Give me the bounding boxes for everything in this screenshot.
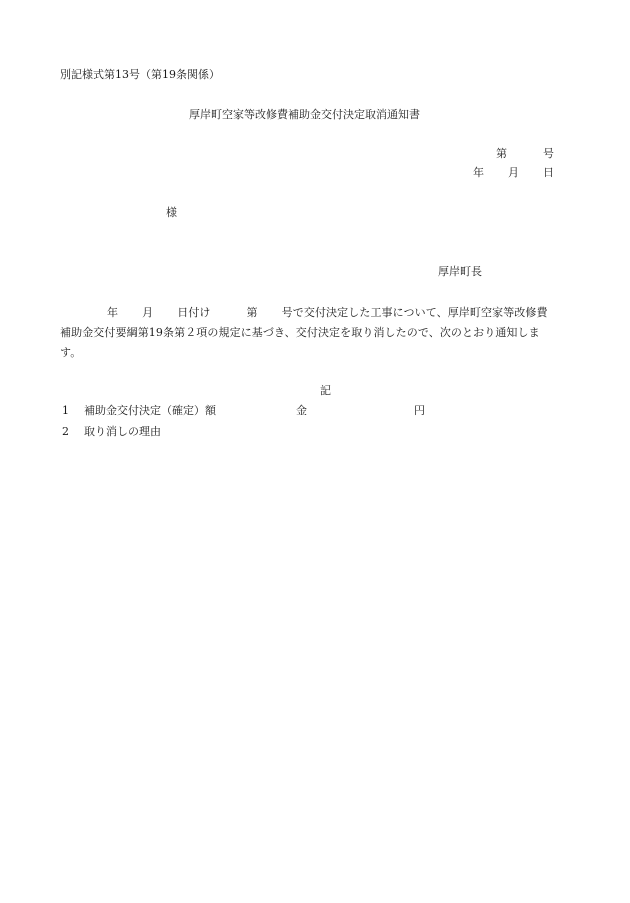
body-line-3: す。 <box>60 346 82 359</box>
item-1-label: 補助金交付決定（確定）額 <box>84 404 216 417</box>
item-2-number: 2 <box>62 425 69 438</box>
body-rest-line-1: 号で交付決定した工事について、厚岸町空家等改修費 <box>281 306 548 319</box>
item-1-kin: 金 <box>296 404 307 417</box>
item-1 <box>62 404 216 418</box>
ki-heading: 記 <box>320 384 331 397</box>
body-month: 月 <box>142 306 154 319</box>
date-year: 年 <box>473 166 484 179</box>
body-day-dated: 日付け <box>177 306 211 319</box>
date-day: 日 <box>543 166 554 179</box>
item-1-number: 1 <box>62 404 69 417</box>
body-dai: 第 <box>246 306 258 319</box>
number-go: 号 <box>543 147 554 160</box>
number-dai: 第 <box>496 147 507 160</box>
form-reference: 別記様式第13号（第19条関係） <box>60 68 220 81</box>
body-line-2: 補助金交付要綱第19条第２項の規定に基づき、交付決定を取り消したので、次のとおり通知しま <box>60 326 540 339</box>
notice-body <box>60 303 580 363</box>
item-2-label: 取り消しの理由 <box>84 425 161 438</box>
item-1-en: 円 <box>414 404 425 417</box>
body-year: 年 <box>107 306 119 319</box>
item-2 <box>62 425 161 439</box>
date-month: 月 <box>508 166 519 179</box>
body-line-1 <box>60 303 580 323</box>
sender-name: 厚岸町長 <box>438 265 482 278</box>
addressee-suffix: 様 <box>166 206 177 219</box>
document-title: 厚岸町空家等改修費補助金交付決定取消通知書 <box>189 108 420 121</box>
